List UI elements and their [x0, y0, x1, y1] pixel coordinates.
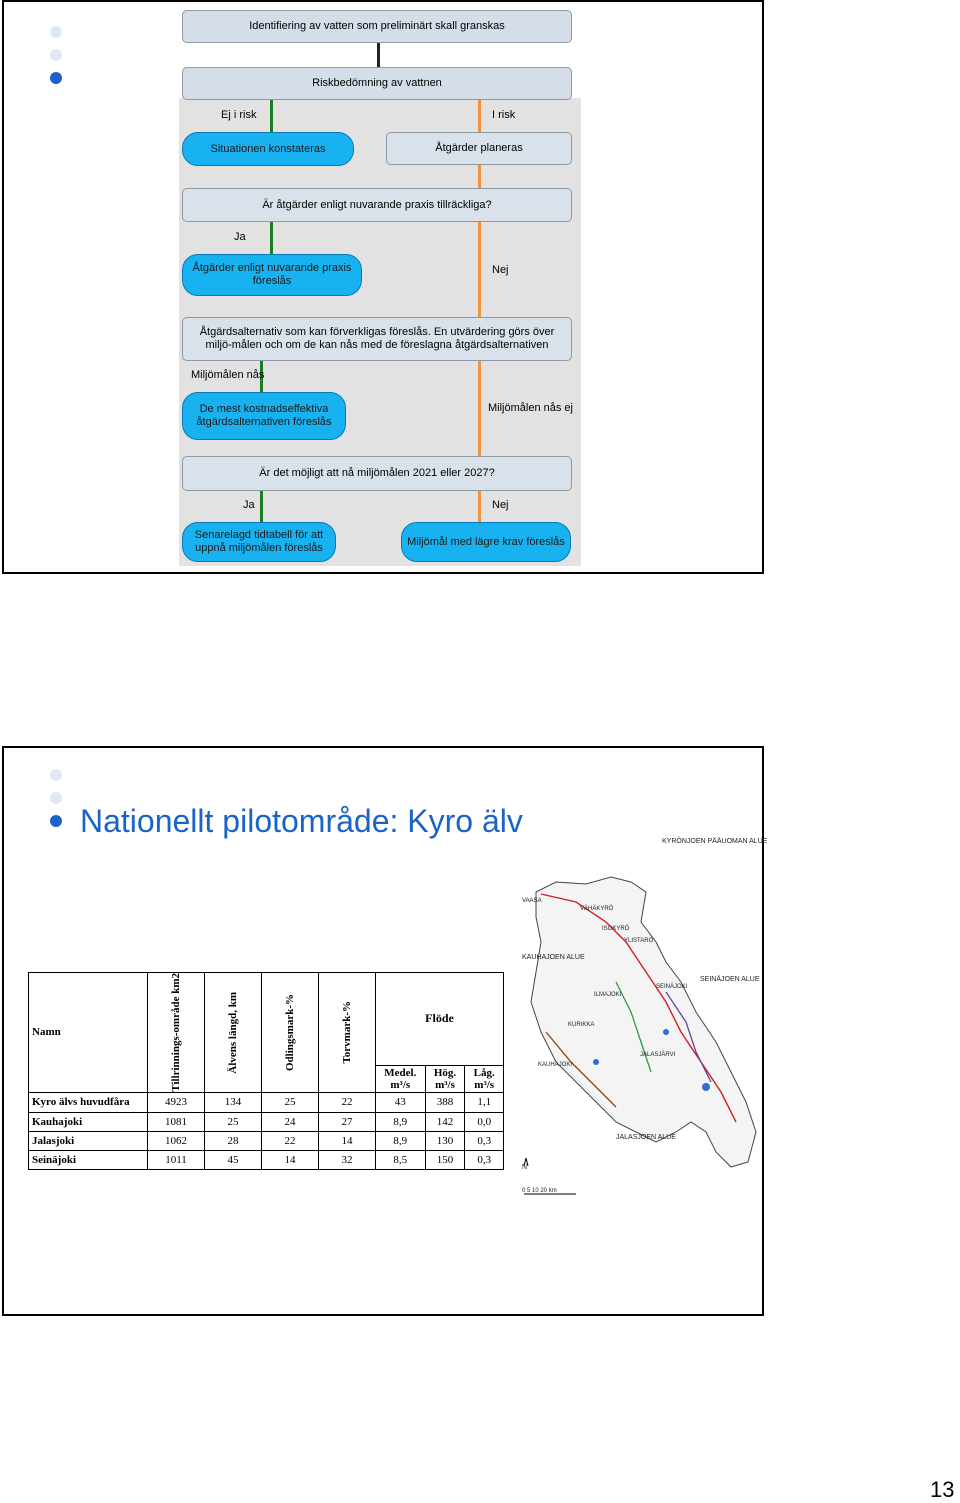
slide-flowchart — [2, 0, 764, 574]
connector-no2 — [478, 490, 481, 523]
lake-3 — [593, 1059, 599, 1065]
possible-question-box: Är det möjligt att nå miljömålen 2021 eller 2027? — [182, 456, 572, 491]
lake-2 — [663, 1029, 669, 1035]
connector-goals-not — [478, 360, 481, 457]
lake-1 — [702, 1083, 710, 1091]
header-flow: Flöde — [376, 973, 504, 1066]
header-low: Låg. m³/s — [465, 1065, 504, 1092]
header-farmland: Odlingsmark-% — [262, 973, 319, 1093]
map-place: ISOKYRÖ — [602, 926, 630, 932]
connector-1 — [377, 42, 380, 68]
no1-label: Nej — [492, 264, 509, 276]
map-place: ILMAJOKI — [594, 992, 622, 998]
header-length: Älvens längd, km — [205, 973, 262, 1093]
map-place: KURIKKA — [568, 1022, 595, 1028]
page-number: 13 — [930, 1477, 955, 1502]
risk-assessment-box: Riskbedömning av vattnen — [182, 67, 572, 100]
header-name: Namn — [29, 973, 148, 1093]
situation-confirmed-pill: Situationen konstateras — [182, 132, 354, 166]
table-row: Kyro älvs huvudfåra 4923 134 25 22 43 388 1,1 — [29, 1092, 504, 1112]
cost-effective-pill: De mest kostnadseffektiva åtgärdsalternativen föreslås — [182, 392, 346, 440]
connector-at-risk — [478, 99, 481, 133]
bullet-decor-1 — [50, 26, 62, 38]
no2-label: Nej — [492, 499, 509, 511]
map-scale: 0 5 10 20 km — [522, 1188, 557, 1194]
map-north: N — [522, 1164, 528, 1171]
bullet-decor-6 — [50, 815, 62, 827]
bullet-decor-5 — [50, 792, 62, 804]
table-row: Kauhajoki 1081 25 24 27 8,9 142 0,0 — [29, 1112, 504, 1131]
map-place: SEINÄJOKI — [656, 984, 688, 990]
map-region-seinajoen: SEINÄJOEN ALUE — [700, 976, 760, 983]
at-risk-label: I risk — [492, 109, 516, 121]
goals-reached-label: Miljömålen nås — [191, 369, 265, 381]
sufficient-question-box: Är åtgärder enligt nuvarande praxis tillräckliga? — [182, 188, 572, 222]
slide-pilot-area — [2, 746, 768, 1316]
postponed-pill: Senarelagd tidtabell för att uppnå miljömålen föreslås — [182, 522, 336, 562]
yes2-label: Ja — [243, 499, 255, 511]
map-place: VAASA — [522, 898, 542, 904]
header-mean: Medel. m³/s — [376, 1065, 426, 1092]
measures-planned-box: Åtgärder planeras — [386, 132, 572, 165]
identify-box: Identifiering av vatten som preliminärt skall granskas — [182, 10, 572, 43]
catchment-map-svg — [516, 832, 762, 1210]
connector-yes1 — [270, 221, 273, 255]
connector-no1 — [478, 221, 481, 317]
yes1-label: Ja — [234, 231, 246, 243]
goals-not-reached-label: Miljömålen nås ej — [488, 402, 573, 414]
map-place: YLISTARO — [624, 938, 654, 944]
not-at-risk-label: Ej i risk — [221, 109, 257, 121]
lower-goals-pill: Miljömål med lägre krav föreslås — [401, 522, 571, 562]
map-region-kyronjoen: KYRÖNJOEN PÄÄUOMAN ALUE — [662, 838, 768, 845]
connector-yes2 — [260, 490, 263, 523]
slide-title: Nationellt pilotområde: Kyro älv — [80, 803, 523, 839]
bullet-decor-4 — [50, 769, 62, 781]
map-region-jalasjoen: JALASJOEN ALUE — [616, 1134, 676, 1141]
bullet-decor-2 — [50, 49, 62, 61]
table-row: Jalasjoki 1062 28 22 14 8,9 130 0,3 — [29, 1131, 504, 1150]
header-high: Hög. m³/s — [425, 1065, 465, 1092]
map-place: JALASJÄRVI — [640, 1052, 676, 1058]
header-catchment: Tillrinnings-område km2 — [148, 973, 205, 1093]
alternatives-box: Åtgärdsalternativ som kan förverkligas föreslås. En utvärdering görs över miljö-målen och om de kan nås med de föreslagna åtgärdsalternativen — [182, 317, 572, 361]
connector-not-at-risk — [270, 99, 273, 133]
header-peatland: Torvmark-% — [319, 973, 376, 1093]
current-measures-pill: Åtgärder enligt nuvarande praxis föreslås — [182, 254, 362, 296]
connector-to-question — [478, 165, 481, 189]
kyro-river-table — [28, 972, 504, 1170]
map-region-kauhajoen: KAUHAJOEN ALUE — [522, 954, 585, 961]
map-place: VÄHÄKYRÖ — [580, 906, 614, 912]
bullet-decor-3 — [50, 72, 62, 84]
catchment-map — [516, 832, 768, 1210]
table-row: Seinäjoki 1011 45 14 32 8,5 150 0,3 — [29, 1150, 504, 1169]
catchment-outline — [531, 877, 756, 1167]
map-place: KAUHAJOKI — [538, 1062, 573, 1068]
